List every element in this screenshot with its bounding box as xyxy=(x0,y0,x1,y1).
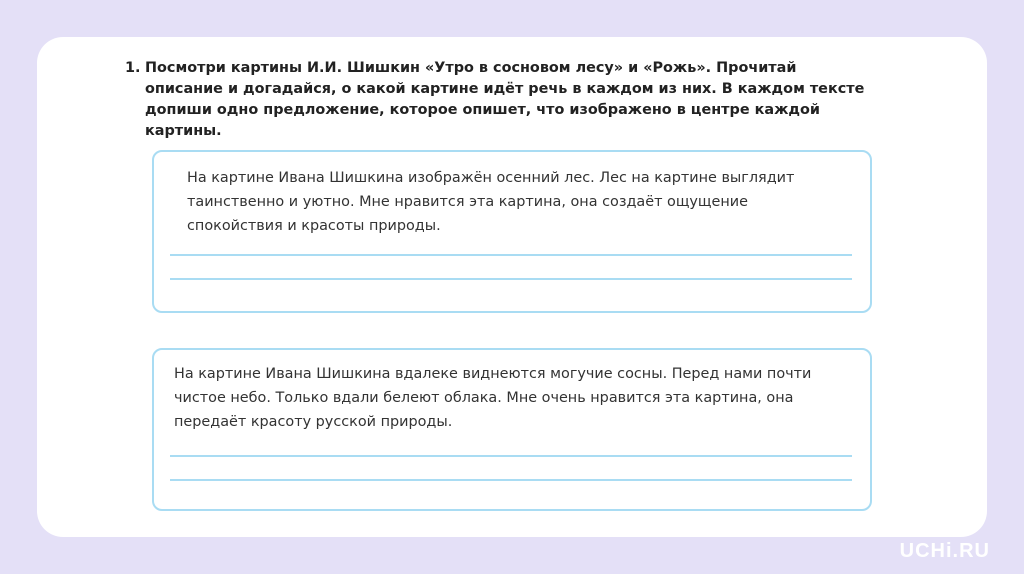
writing-line xyxy=(170,278,852,280)
answer-text-1: На картине Ивана Шишкина изображён осенний лес. Лес на картине выглядит таинственно и уютно. Мне нравится эта картина, она создаёт ощущение спокойствия и красоты природы. xyxy=(187,170,795,234)
worksheet-card xyxy=(37,37,987,537)
answer-box-2[interactable] xyxy=(152,348,872,511)
task-instruction xyxy=(125,58,865,142)
writing-line xyxy=(170,479,852,481)
brand-logo: UCHi.RU xyxy=(899,540,990,562)
writing-line xyxy=(170,455,852,457)
task-number: 1. xyxy=(125,60,141,76)
answer-box-1[interactable] xyxy=(152,150,872,313)
task-text: Посмотри картины И.И. Шишкин «Утро в сосновом лесу» и «Рожь». Прочитай описание и догадайся, о какой картине идёт речь в каждом из них. В каждом тексте допиши одно предложение, которое опишет, что изображено в центре каждой картины. xyxy=(145,60,865,139)
writing-line xyxy=(170,254,852,256)
answer-text-2: На картине Ивана Шишкина вдалеке виднеются могучие сосны. Перед нами почти чистое небо. Только вдали белеют облака. Мне очень нравится эта картина, она передаёт красоту русской природы. xyxy=(174,366,812,430)
